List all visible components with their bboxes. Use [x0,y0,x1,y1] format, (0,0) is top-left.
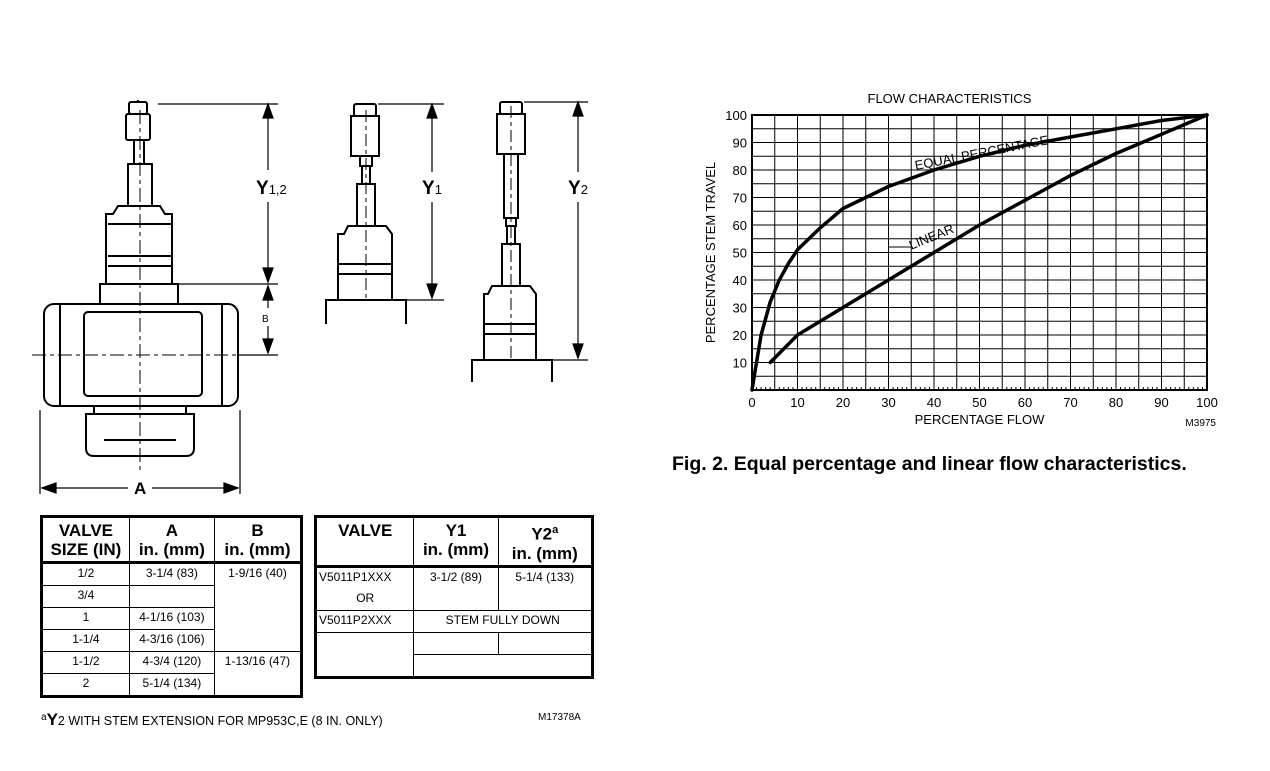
dim-label-y2: Y2 [568,178,588,199]
cell-empty [414,654,593,677]
y-tick-label: 80 [732,163,747,178]
y-tick-label: 60 [732,218,747,233]
table-row [316,610,593,632]
x-tick-label: 30 [881,395,896,410]
cell-size: 1-1/4 [42,630,130,652]
cell-a: 5-1/4 (134) [129,674,214,697]
cell-size: 2 [42,674,130,697]
y-tick-label: 100 [725,108,747,123]
table-row [316,632,593,654]
chart-code: M3975 [1185,418,1216,429]
cell-b: 1-9/16 (40) [214,563,301,652]
y-tick-label: 40 [732,273,747,288]
cell-y2: 5-1/4 (133) [498,566,592,610]
valve-body-drawing [32,100,262,470]
footnote: $^a$Y2 WITH STEM EXTENSION FOR MP953C,E (8 IN. ONLY) [41,710,383,729]
cell-valve: V5011P2XXX [316,610,414,632]
x-tick-label: 0 [748,395,756,410]
y-tick-label: 70 [732,190,747,206]
x-tick-label: 100 [1196,395,1218,410]
x-tick-label: 80 [1108,395,1124,410]
y-axis-label: PERCENTAGE STEM TRAVEL [703,161,718,344]
col-header-valve-size: VALVE SIZE (IN) [42,517,130,563]
valve-y-dimension-table [314,515,594,679]
actuator-stem-y2-drawing [472,102,552,382]
cell-size: 1-1/2 [42,652,130,674]
col-header-valve: VALVE [316,517,414,567]
cell-a: 4-3/16 (106) [129,630,214,652]
y-tick-label: 10 [732,355,747,371]
cell-size: 3/4 [42,586,130,608]
drawing-code: M17378A [538,712,581,723]
actuator-stem-y1-drawing [326,104,406,324]
dim-label-y1: Y1 [422,178,442,199]
cell-y1: 3-1/2 (89) [414,566,498,610]
cell-size: 1/2 [42,563,130,586]
series-label-linear: LINEAR [906,221,956,253]
cell-a: 4-1/16 (103) [129,608,214,630]
cell-b: 1-13/16 (47) [214,652,301,697]
y-tick-label: 20 [732,328,747,343]
x-tick-label: 50 [972,395,987,410]
cell-empty [498,632,592,654]
x-tick-label: 10 [790,395,805,410]
flow-characteristics-chart [690,80,1250,430]
dim-label-y12: Y1,2 [256,178,287,199]
y-tick-label: 30 [732,300,747,316]
chart-title: FLOW CHARACTERISTICS [867,91,1032,106]
cell-valve: OR [316,589,414,611]
x-axis-label: PERCENTAGE FLOW [914,412,1045,427]
cell-a: 4-3/4 (120) [129,652,214,674]
y-tick-label: 90 [732,135,747,151]
y-tick-label: 50 [732,245,747,261]
cell-size: 1 [42,608,130,630]
x-tick-label: 20 [835,395,851,410]
x-tick-label: 70 [1063,395,1078,410]
dimension-lines [40,104,278,494]
table-row [42,652,302,674]
valve-dimension-drawings [0,0,620,500]
x-tick-label: 40 [926,395,942,410]
cell-a [129,586,214,608]
col-header-a: A in. (mm) [129,517,214,563]
cell-empty [316,632,414,677]
cell-a: 3-1/4 (83) [129,563,214,586]
cell-empty [414,632,498,654]
dim-label-a: A [134,479,147,498]
series-label-equal-percentage: EQUAL PERCENTAGE [913,132,1050,173]
col-header-y2: Y2$^a$ in. (mm) [498,517,592,567]
cell-valve: V5011P1XXX [316,566,414,589]
x-tick-label: 90 [1154,395,1169,410]
dim-label-b: B [262,314,269,325]
col-header-b: B in. (mm) [214,517,301,563]
col-header-y1: Y1 in. (mm) [414,517,498,567]
cell-stem-fully-down: STEM FULLY DOWN [414,610,593,632]
x-tick-label: 60 [1017,395,1033,410]
table-row [316,566,593,589]
figure-caption: Fig. 2. Equal percentage and linear flow characteristics. [672,453,1187,475]
table-row [42,563,302,586]
valve-size-dimension-table [40,515,303,698]
